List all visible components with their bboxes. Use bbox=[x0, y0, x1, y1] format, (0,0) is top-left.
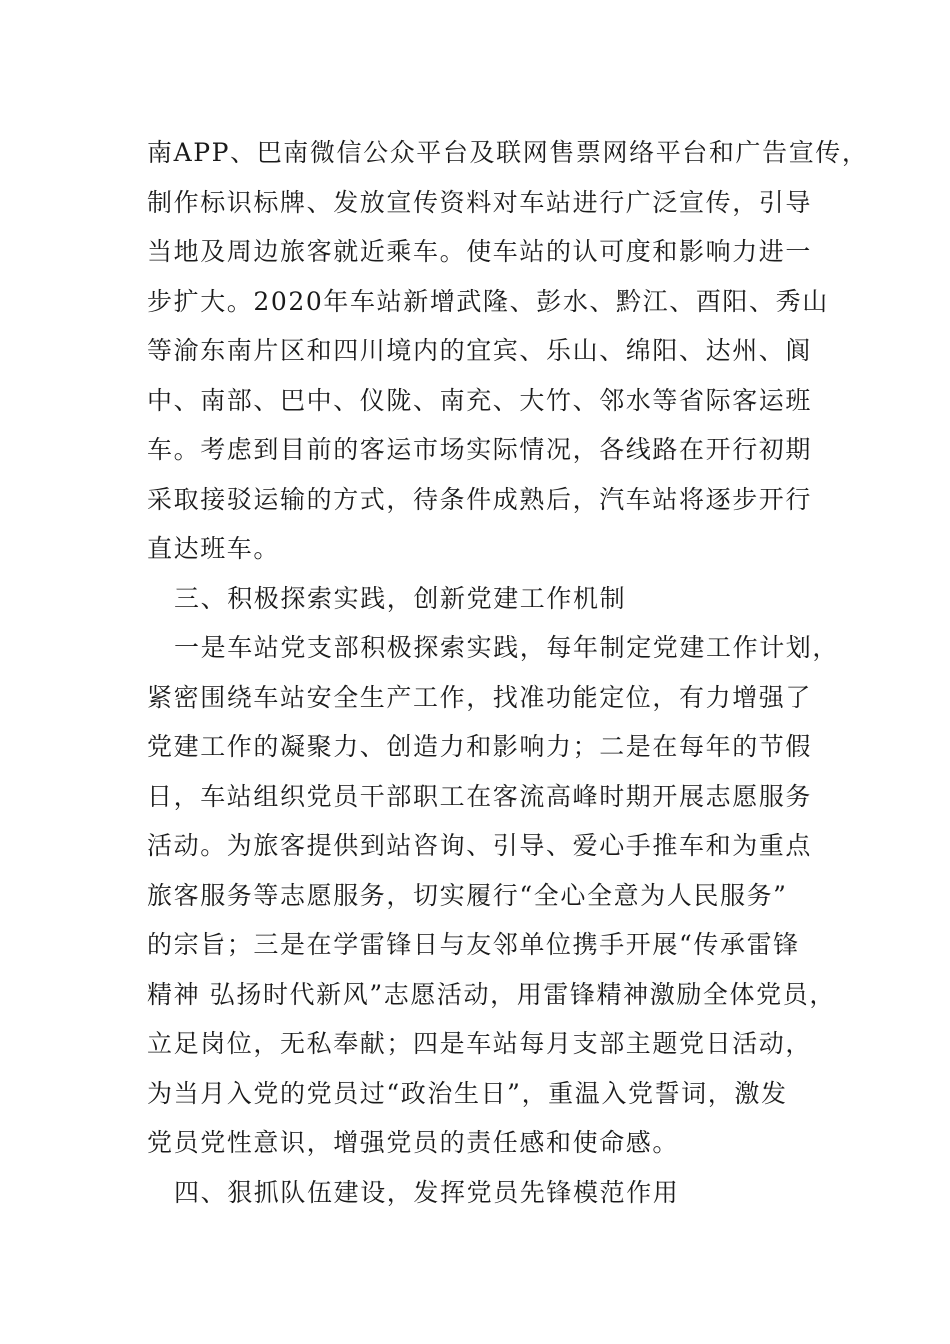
section-heading: 三、积极探索实践，创新党建工作机制 bbox=[174, 583, 627, 613]
text-line: 采取接驳运输的方式，待条件成熟后，汽车站将逐步开行 bbox=[147, 484, 813, 514]
text-line: 日，车站组织党员干部职工在客流高峰时期开展志愿服务 bbox=[147, 781, 813, 811]
text-line: 制作标识标牌、发放宣传资料对车站进行广泛宣传，引导 bbox=[147, 187, 813, 217]
section-heading: 四、狠抓队伍建设，发挥党员先锋模范作用 bbox=[174, 1177, 680, 1207]
text-line: 为当月入党的党员过“政治生日”，重温入党誓词，激发 bbox=[147, 1078, 788, 1108]
text-line: 的宗旨；三是在学雷锋日与友邻单位携手开展“传承雷锋 bbox=[147, 930, 800, 959]
text-line: 南APP、巴南微信公众平台及联网售票网络平台和广告宣传， bbox=[147, 138, 869, 167]
text-line: 一是车站党支部积极探索实践，每年制定党建工作计划， bbox=[174, 633, 840, 662]
text-line: 活动。为旅客提供到站咨询、引导、爱心手推车和为重点 bbox=[147, 831, 813, 860]
document-body bbox=[147, 128, 869, 1217]
text-line: 当地及周边旅客就近乘车。使车站的认可度和影响力进一 bbox=[147, 237, 813, 266]
text-line: 旅客服务等志愿服务，切实履行“全心全意为人民服务” bbox=[147, 880, 788, 910]
text-line: 紧密围绕车站安全生产工作，找准功能定位，有力增强了 bbox=[147, 682, 813, 712]
text-line: 直达班车。 bbox=[147, 534, 281, 563]
text-line: 精神 弘扬时代新风”志愿活动，用雷锋精神激励全体党员， bbox=[147, 979, 836, 1009]
text-line: 党员党性意识，增强党员的责任感和使命感。 bbox=[147, 1128, 680, 1157]
text-line: 党建工作的凝聚力、创造力和影响力；二是在每年的节假 bbox=[147, 732, 813, 761]
text-line: 中、南部、巴中、仪陇、南充、大竹、邻水等省际客运班 bbox=[147, 385, 813, 415]
text-line: 步扩大。2020年车站新增武隆、彭水、黔江、酉阳、秀山 bbox=[147, 286, 829, 316]
text-line: 立足岗位，无私奉献；四是车站每月支部主题党日活动， bbox=[147, 1029, 813, 1058]
text-line: 等渝东南片区和四川境内的宜宾、乐山、绵阳、达州、阆 bbox=[147, 336, 813, 365]
text-line: 车。考虑到目前的客运市场实际情况，各线路在开行初期 bbox=[147, 435, 813, 464]
